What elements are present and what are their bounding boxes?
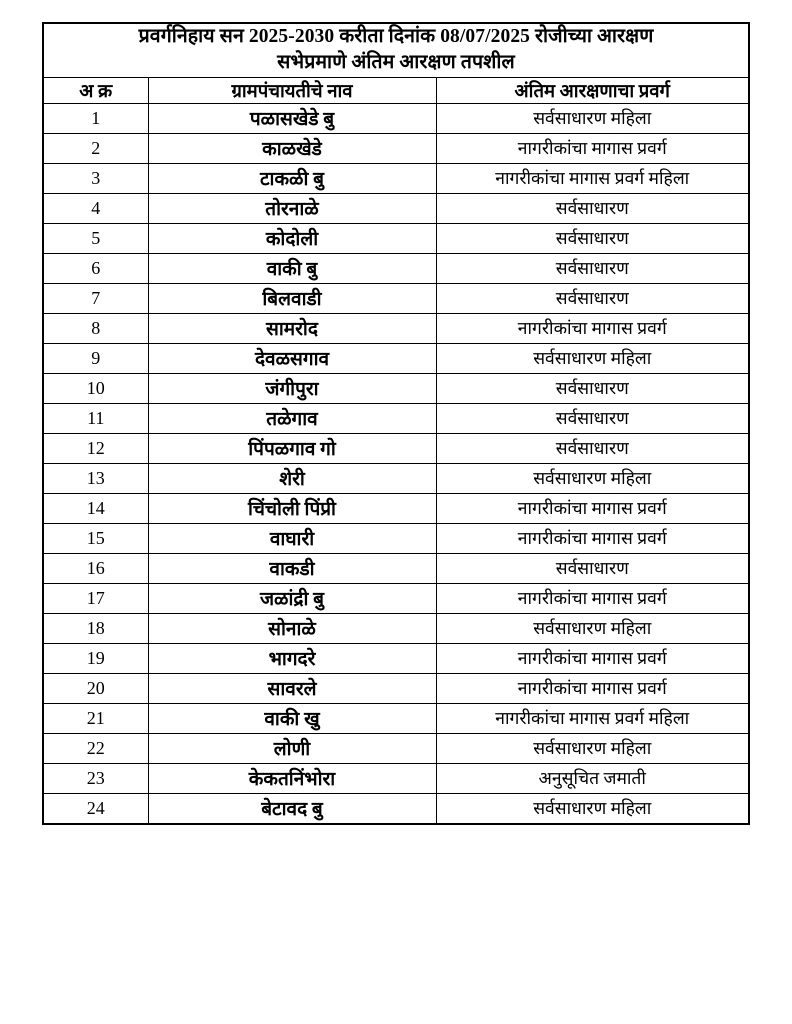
cell-name: कोदोली — [148, 223, 436, 253]
cell-sr: 11 — [43, 403, 148, 433]
cell-category: सर्वसाधारण महिला — [436, 343, 749, 373]
cell-sr: 18 — [43, 613, 148, 643]
cell-category: सर्वसाधारण — [436, 193, 749, 223]
cell-sr: 23 — [43, 763, 148, 793]
column-header-sr: अ क्र — [43, 77, 148, 103]
cell-sr: 1 — [43, 103, 148, 133]
table-row — [43, 373, 749, 403]
cell-category: नागरीकांचा मागास प्रवर्ग महिला — [436, 163, 749, 193]
table-row — [43, 763, 749, 793]
table-row — [43, 523, 749, 553]
cell-name: वाकडी — [148, 553, 436, 583]
table-header-row — [43, 77, 749, 103]
column-header-category: अंतिम आरक्षणाचा प्रवर्ग — [436, 77, 749, 103]
cell-sr: 10 — [43, 373, 148, 403]
table-body — [43, 23, 749, 824]
cell-sr: 5 — [43, 223, 148, 253]
table-row — [43, 643, 749, 673]
table-row — [43, 553, 749, 583]
cell-name: जंगीपुरा — [148, 373, 436, 403]
table-row — [43, 703, 749, 733]
table-row — [43, 313, 749, 343]
cell-name: शेरी — [148, 463, 436, 493]
cell-sr: 22 — [43, 733, 148, 763]
table-row — [43, 673, 749, 703]
cell-sr: 17 — [43, 583, 148, 613]
column-header-name: ग्रामपंचायतीचे नाव — [148, 77, 436, 103]
cell-name: सोनाळे — [148, 613, 436, 643]
table-row — [43, 493, 749, 523]
table-row — [43, 193, 749, 223]
cell-category: अनुसूचित जमाती — [436, 763, 749, 793]
cell-category: नागरीकांचा मागास प्रवर्ग — [436, 523, 749, 553]
cell-sr: 20 — [43, 673, 148, 703]
cell-name: टाकळी बु — [148, 163, 436, 193]
cell-sr: 19 — [43, 643, 148, 673]
cell-sr: 7 — [43, 283, 148, 313]
table-row — [43, 163, 749, 193]
table-row — [43, 463, 749, 493]
cell-category: नागरीकांचा मागास प्रवर्ग महिला — [436, 703, 749, 733]
table-row — [43, 433, 749, 463]
cell-sr: 6 — [43, 253, 148, 283]
table-row — [43, 283, 749, 313]
cell-name: तळेगाव — [148, 403, 436, 433]
cell-name: वाघारी — [148, 523, 436, 553]
table-row — [43, 613, 749, 643]
cell-category: सर्वसाधारण महिला — [436, 733, 749, 763]
cell-category: नागरीकांचा मागास प्रवर्ग — [436, 673, 749, 703]
cell-category: सर्वसाधारण महिला — [436, 793, 749, 824]
cell-category: सर्वसाधारण महिला — [436, 103, 749, 133]
cell-name: पिंपळगाव गो — [148, 433, 436, 463]
cell-name: जळांद्री बु — [148, 583, 436, 613]
cell-category: सर्वसाधारण — [436, 283, 749, 313]
cell-name: पळासखेडे बु — [148, 103, 436, 133]
cell-category: सर्वसाधारण महिला — [436, 463, 749, 493]
cell-category: नागरीकांचा मागास प्रवर्ग — [436, 583, 749, 613]
cell-sr: 14 — [43, 493, 148, 523]
table-title-row — [43, 23, 749, 77]
cell-category: सर्वसाधारण महिला — [436, 613, 749, 643]
cell-sr: 24 — [43, 793, 148, 824]
cell-category: सर्वसाधारण — [436, 373, 749, 403]
cell-sr: 8 — [43, 313, 148, 343]
table-row — [43, 253, 749, 283]
cell-name: देवळसगाव — [148, 343, 436, 373]
table-row — [43, 223, 749, 253]
cell-name: बिलवाडी — [148, 283, 436, 313]
title-line-2: सभेप्रमाणे अंतिम आरक्षण तपशील — [277, 52, 515, 74]
cell-name: लोणी — [148, 733, 436, 763]
cell-sr: 21 — [43, 703, 148, 733]
cell-sr: 3 — [43, 163, 148, 193]
cell-category: नागरीकांचा मागास प्रवर्ग — [436, 133, 749, 163]
table-row — [43, 733, 749, 763]
cell-category: सर्वसाधारण — [436, 553, 749, 583]
cell-name: वाकी बु — [148, 253, 436, 283]
cell-category: सर्वसाधारण — [436, 253, 749, 283]
cell-name: चिंचोली पिंप्री — [148, 493, 436, 523]
cell-name: भागदरे — [148, 643, 436, 673]
cell-sr: 4 — [43, 193, 148, 223]
cell-name: केकतनिंभोरा — [148, 763, 436, 793]
cell-name: सावरले — [148, 673, 436, 703]
cell-category: सर्वसाधारण — [436, 223, 749, 253]
reservation-table — [42, 22, 750, 825]
table-row — [43, 133, 749, 163]
cell-category: सर्वसाधारण — [436, 433, 749, 463]
cell-sr: 15 — [43, 523, 148, 553]
cell-name: वाकी खु — [148, 703, 436, 733]
table-row — [43, 403, 749, 433]
table-row — [43, 343, 749, 373]
title-line-1: प्रवर्गनिहाय सन 2025-2030 करीता दिनांक 08/07/2025 रोजीच्या आरक्षण — [138, 26, 654, 47]
cell-name: बेटावद बु — [148, 793, 436, 824]
cell-category: नागरीकांचा मागास प्रवर्ग — [436, 313, 749, 343]
cell-sr: 13 — [43, 463, 148, 493]
cell-category: नागरीकांचा मागास प्रवर्ग — [436, 493, 749, 523]
cell-sr: 2 — [43, 133, 148, 163]
cell-category: नागरीकांचा मागास प्रवर्ग — [436, 643, 749, 673]
cell-name: सामरोद — [148, 313, 436, 343]
cell-name: काळखेडे — [148, 133, 436, 163]
cell-sr: 12 — [43, 433, 148, 463]
cell-sr: 16 — [43, 553, 148, 583]
table-row — [43, 103, 749, 133]
cell-name: तोरनाळे — [148, 193, 436, 223]
cell-category: सर्वसाधारण — [436, 403, 749, 433]
document-title — [43, 23, 749, 77]
table-row — [43, 793, 749, 824]
cell-sr: 9 — [43, 343, 148, 373]
table-row — [43, 583, 749, 613]
